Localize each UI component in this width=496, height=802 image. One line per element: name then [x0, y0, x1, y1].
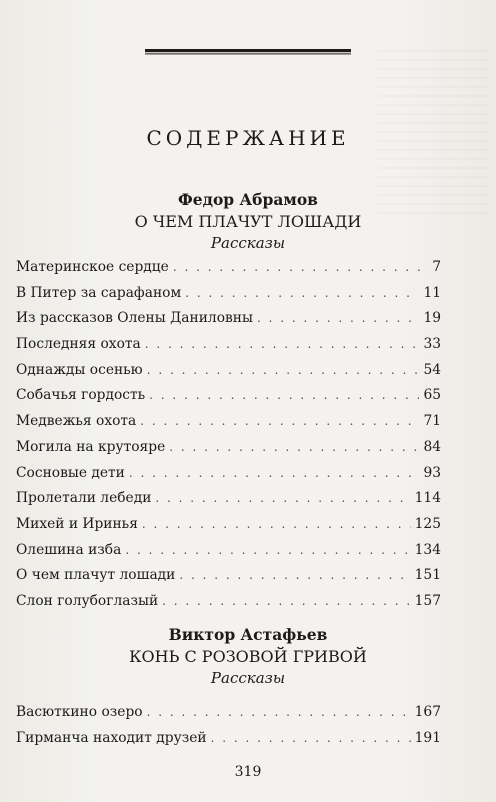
leader-dots [145, 337, 420, 351]
toc-entry-page: 157 [414, 592, 441, 609]
toc-entry-page: 54 [423, 361, 441, 378]
leader-dots [169, 440, 419, 454]
toc-entry[interactable] [16, 567, 441, 593]
toc-entry-title: Михей и Иринья [16, 515, 138, 532]
toc-entry[interactable] [16, 490, 441, 516]
section-astafyev [0, 626, 496, 687]
toc-entry[interactable] [16, 593, 441, 619]
leader-dots [140, 414, 419, 428]
section-abramov [0, 191, 496, 252]
toc-entry-title: Из рассказов Олены Даниловны [16, 310, 253, 327]
section-title: О ЧЕМ ПЛАЧУТ ЛОШАДИ [134, 212, 362, 231]
toc-entry-page: 93 [423, 464, 441, 481]
toc-entry-page: 7 [432, 259, 441, 275]
toc-entry-title: Медвежья охота [16, 413, 137, 430]
leader-dots [147, 363, 420, 377]
toc-entry-title: Собачья гордость [16, 387, 146, 404]
leader-dots [125, 543, 410, 557]
leader-dots [179, 568, 410, 582]
toc-entry-title: Пролетали лебеди [16, 490, 152, 507]
decorative-rule [145, 49, 351, 55]
toc-entry[interactable] [16, 704, 441, 730]
toc-entry[interactable] [16, 285, 441, 311]
toc-entry[interactable] [16, 465, 441, 491]
toc-entry-title: О чем плачут лошади [16, 567, 176, 584]
toc-entry[interactable] [16, 387, 441, 413]
toc-list-astafyev [16, 704, 441, 755]
toc-entry-title: Васюткино озеро [16, 704, 143, 720]
toc-entry-page: 65 [423, 387, 441, 404]
section-genre: Рассказы [210, 669, 286, 687]
toc-entry-page: 33 [423, 336, 441, 353]
toc-entry-page: 114 [414, 490, 441, 507]
toc-entry[interactable] [16, 516, 441, 542]
leader-dots [155, 491, 410, 505]
section-genre: Рассказы [210, 234, 286, 252]
toc-entry-page: 167 [414, 704, 441, 720]
section-author: Федор Абрамов [178, 190, 318, 209]
toc-entry-page: 125 [414, 515, 441, 532]
toc-entry[interactable] [16, 362, 441, 388]
toc-entry-page: 71 [423, 413, 441, 430]
toc-entry[interactable] [16, 310, 441, 336]
leader-dots [185, 286, 419, 300]
toc-entry-page: 134 [414, 541, 441, 558]
leader-dots [211, 731, 411, 745]
toc-entry-title: Олешина изба [16, 541, 122, 558]
toc-entry[interactable] [16, 730, 441, 756]
leader-dots [173, 260, 428, 274]
section-author: Виктор Астафьев [168, 625, 328, 644]
toc-entry-title: В Питер за сарафаном [16, 284, 182, 301]
toc-entry-title: Сосновые дети [16, 464, 125, 481]
leader-dots [147, 705, 411, 719]
toc-entry-title: Последняя охота [16, 336, 141, 353]
toc-entry[interactable] [16, 413, 441, 439]
section-title: КОНЬ С РОЗОВОЙ ГРИВОЙ [129, 647, 367, 666]
leader-dots [129, 466, 420, 480]
leader-dots [149, 388, 419, 402]
toc-entry-title: Материнское сердце [16, 259, 169, 275]
toc-entry[interactable] [16, 542, 441, 568]
toc-entry-page: 84 [423, 438, 441, 455]
toc-entry-page: 19 [423, 310, 441, 327]
toc-list-abramov [16, 259, 441, 619]
leader-dots [162, 594, 410, 608]
leader-dots [142, 517, 411, 531]
toc-entry[interactable] [16, 439, 441, 465]
page-number: 319 [234, 764, 262, 780]
leader-dots [257, 311, 419, 325]
toc-entry-page: 191 [414, 729, 441, 746]
toc-entry-page: 151 [414, 567, 441, 584]
toc-entry-page: 11 [423, 284, 441, 301]
toc-entry-title: Слон голубоглазый [16, 592, 159, 609]
toc-entry-title: Однажды осенью [16, 361, 143, 378]
toc-entry-title: Могила на крутояре [16, 438, 166, 455]
toc-entry-title: Гирманча находит друзей [16, 729, 207, 746]
toc-entry[interactable] [16, 259, 441, 285]
toc-entry[interactable] [16, 336, 441, 362]
contents-heading: СОДЕРЖАНИЕ [146, 126, 350, 150]
